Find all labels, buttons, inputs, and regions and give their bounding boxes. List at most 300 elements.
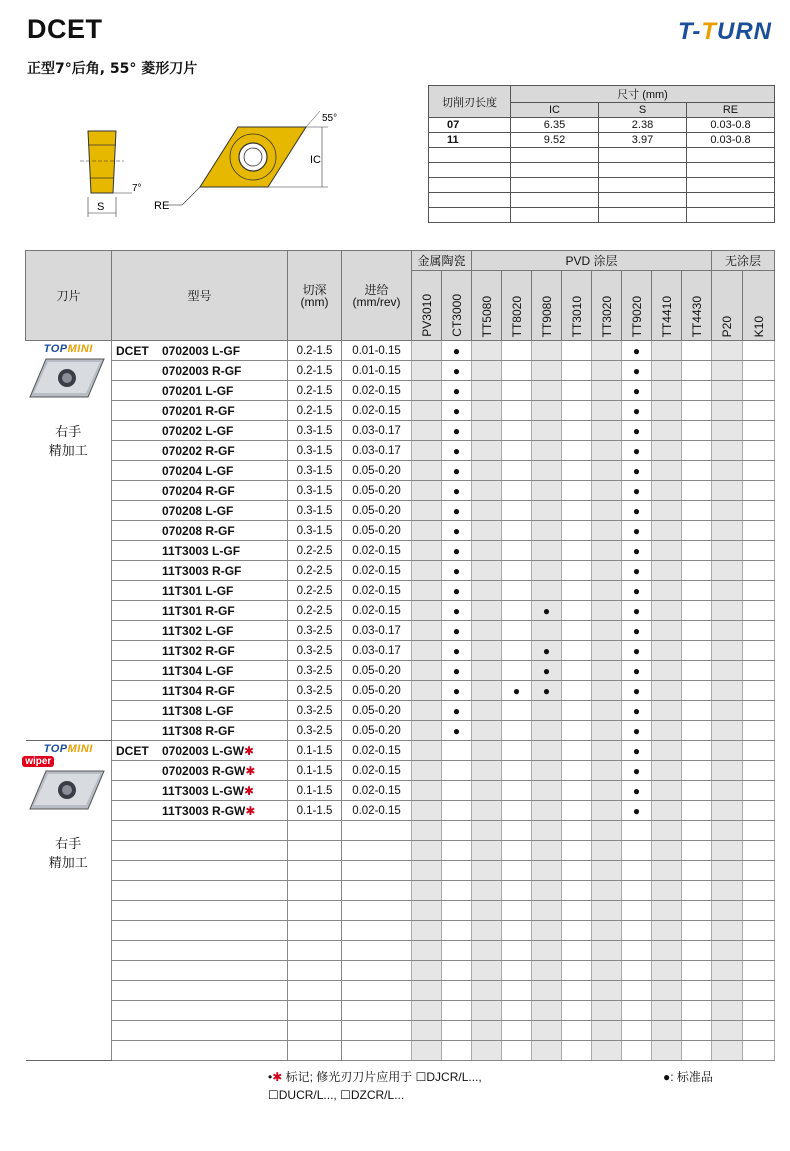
grade-cell: [412, 721, 442, 741]
grade-cell: [502, 401, 532, 421]
grade-cell: [652, 581, 682, 601]
grade-cell: [592, 821, 622, 841]
grade-cell: [652, 341, 682, 361]
grade-cell: [442, 941, 472, 961]
grade-cell: [682, 361, 712, 381]
insert-photo: [28, 767, 108, 813]
depth-cell: [288, 881, 342, 901]
grade-cell: [712, 781, 743, 801]
grade-cell: [562, 661, 592, 681]
dim-empty-cell: [599, 208, 687, 223]
grade-cell: [442, 401, 472, 421]
grade-label: TT9020: [629, 295, 644, 337]
grade-cell: [743, 921, 775, 941]
model-cell: [112, 961, 288, 981]
grade-cell: [502, 561, 532, 581]
grade-cell: [442, 581, 472, 601]
grade-cell: [743, 441, 775, 461]
model-cell: [112, 1041, 288, 1061]
feed-cell: 0.02-0.15: [342, 381, 412, 401]
standard-dot: ●: [632, 503, 641, 518]
grade-cell: [502, 541, 532, 561]
standard-dot: ●: [452, 543, 461, 558]
grade-cell: [412, 921, 442, 941]
grade-cell: [712, 681, 743, 701]
grade-cell: [592, 901, 622, 921]
standard-dot: ●: [632, 623, 641, 638]
depth-cell: [288, 941, 342, 961]
feed-cell: [342, 861, 412, 881]
grade-cell: [502, 461, 532, 481]
depth-cell: 0.3-2.5: [288, 641, 342, 661]
grade-cell: [712, 901, 743, 921]
grade-cell: [442, 361, 472, 381]
grade-cell: [412, 981, 442, 1001]
feed-cell: 0.02-0.15: [342, 401, 412, 421]
grade-cell: [442, 561, 472, 581]
model-cell: [112, 821, 288, 841]
insert-label-line1: 右手: [55, 424, 82, 439]
grade-cell: [682, 1001, 712, 1021]
table-row: [26, 701, 775, 721]
grade-cell: [712, 881, 743, 901]
grade-cell: [622, 801, 652, 821]
grade-cell: [472, 1021, 502, 1041]
model-code: 11T308 L-GF: [162, 703, 234, 718]
grade-cell: [652, 721, 682, 741]
grade-cell: [562, 841, 592, 861]
grade-cell: [652, 641, 682, 661]
grade-cell: [502, 741, 532, 761]
standard-dot: ●: [632, 443, 641, 458]
table-row: [26, 781, 775, 801]
grade-cell: [682, 541, 712, 561]
grade-cell: [412, 961, 442, 981]
standard-dot: ●: [512, 683, 521, 698]
model-cell: [112, 941, 288, 961]
grade-table: [25, 250, 775, 1061]
grade-cell: [412, 581, 442, 601]
grade-label: TT4410: [659, 295, 674, 337]
standard-dot: ●: [452, 723, 461, 738]
grade-cell: [532, 341, 562, 361]
model-cell: [112, 801, 288, 821]
grade-cell: [652, 461, 682, 481]
grade-cell: [743, 781, 775, 801]
grade-cell: [652, 381, 682, 401]
table-row: [26, 901, 775, 921]
table-row: [26, 1001, 775, 1021]
grade-cell: [442, 601, 472, 621]
model-code: 070204 R-GF: [162, 483, 235, 498]
insert-label-line1: 右手: [55, 836, 82, 851]
grade-cell: [472, 861, 502, 881]
grade-cell: [743, 481, 775, 501]
header-model: 型号: [112, 251, 288, 341]
depth-cell: 0.2-2.5: [288, 601, 342, 621]
grade-cell: [682, 481, 712, 501]
model-code: 11T301 R-GF: [162, 603, 235, 618]
grade-cell: [472, 741, 502, 761]
grade-cell: [712, 601, 743, 621]
grade-cell: [743, 341, 775, 361]
feed-cell: 0.02-0.15: [342, 581, 412, 601]
grade-cell: [502, 901, 532, 921]
grade-cell: [652, 901, 682, 921]
model-cell: [112, 921, 288, 941]
model-cell: [112, 881, 288, 901]
header-insert: 刀片: [26, 251, 112, 341]
grade-cell: [622, 441, 652, 461]
header-s: S: [599, 103, 687, 118]
standard-dot: ●: [452, 663, 461, 678]
grade-cell: [652, 361, 682, 381]
feed-cell: 0.03-0.17: [342, 621, 412, 641]
model-code: 11T3003 L-GF: [162, 543, 241, 558]
insert-cell: [26, 741, 112, 1061]
grade-cell: [622, 561, 652, 581]
dim-s: 2.38: [599, 118, 687, 133]
feed-cell: 0.05-0.20: [342, 481, 412, 501]
grade-cell: [472, 621, 502, 641]
model-cell: [112, 741, 288, 761]
grade-cell: [532, 1021, 562, 1041]
star-mark: ✱: [244, 743, 255, 758]
grade-cell: [442, 681, 472, 701]
grade-cell: [412, 621, 442, 641]
depth-cell: 0.3-2.5: [288, 621, 342, 641]
grade-cell: [502, 621, 532, 641]
standard-dot: ●: [452, 463, 461, 478]
grade-cell: [622, 1001, 652, 1021]
grade-cell: [712, 401, 743, 421]
grade-cell: [562, 621, 592, 641]
grade-cell: [532, 441, 562, 461]
label-ic: IC: [310, 154, 321, 166]
table-row: [26, 921, 775, 941]
header-grade: [442, 271, 472, 341]
grade-cell: [743, 401, 775, 421]
grade-cell: [622, 641, 652, 661]
grade-cell: [743, 981, 775, 1001]
grade-cell: [502, 841, 532, 861]
footnote-line2: ☐DUCR/L..., ☐DZCR/L...: [268, 1088, 405, 1102]
table-row: [26, 421, 775, 441]
grade-cell: [532, 841, 562, 861]
grade-cell: [652, 1021, 682, 1041]
grade-cell: [442, 381, 472, 401]
grade-cell: [712, 1001, 743, 1021]
dim-empty-cell: [687, 148, 775, 163]
model-code: 11T3003 R-GF: [162, 563, 242, 578]
model-cell: [112, 561, 288, 581]
grade-cell: [652, 881, 682, 901]
grade-cell: [592, 801, 622, 821]
grade-cell: [502, 1041, 532, 1061]
grade-cell: [562, 581, 592, 601]
grade-cell: [502, 581, 532, 601]
label-angle-55: 55°: [322, 113, 338, 124]
model-cell: [112, 781, 288, 801]
grade-cell: [592, 841, 622, 861]
grade-cell: [682, 701, 712, 721]
grade-cell: [472, 401, 502, 421]
grade-cell: [622, 1041, 652, 1061]
grade-cell: [652, 741, 682, 761]
grade-cell: [592, 581, 622, 601]
grade-cell: [502, 481, 532, 501]
grade-cell: [412, 541, 442, 561]
grade-cell: [502, 641, 532, 661]
header-grade: [532, 271, 562, 341]
header-grade: [712, 271, 743, 341]
grade-cell: [412, 881, 442, 901]
standard-dot: ●: [632, 563, 641, 578]
feed-cell: [342, 1001, 412, 1021]
standard-dot: ●: [632, 383, 641, 398]
grade-cell: [743, 501, 775, 521]
grade-cell: [502, 981, 532, 1001]
grade-cell: [412, 761, 442, 781]
grade-cell: [743, 941, 775, 961]
feed-cell: 0.05-0.20: [342, 721, 412, 741]
grade-cell: [743, 901, 775, 921]
grade-cell: [562, 821, 592, 841]
model-code: 11T3003 L-GW: [162, 783, 245, 798]
standard-dot: ●: [452, 423, 461, 438]
grade-cell: [562, 861, 592, 881]
table-row: [26, 1041, 775, 1061]
grade-cell: [412, 841, 442, 861]
grade-cell: [532, 861, 562, 881]
brand-mark: T: [701, 18, 717, 45]
grade-cell: [532, 361, 562, 381]
standard-dot: ●: [452, 503, 461, 518]
grade-cell: [532, 1001, 562, 1021]
grade-cell: [472, 981, 502, 1001]
grade-cell: [442, 861, 472, 881]
grade-cell: [532, 761, 562, 781]
dim-empty-cell: [511, 148, 599, 163]
model-cell: [112, 401, 288, 421]
grade-cell: [412, 441, 442, 461]
model-cell: [112, 621, 288, 641]
dim-empty-cell: [511, 163, 599, 178]
feed-cell: 0.05-0.20: [342, 501, 412, 521]
feed-cell: [342, 821, 412, 841]
grade-cell: [622, 341, 652, 361]
feed-cell: [342, 1041, 412, 1061]
insert-photo: [28, 355, 108, 401]
feed-cell: 0.02-0.15: [342, 801, 412, 821]
standard-dot: ●: [632, 743, 641, 758]
depth-cell: [288, 1041, 342, 1061]
model-code: 070208 L-GF: [162, 503, 234, 518]
model-code: 0702003 R-GW: [162, 763, 246, 778]
standard-dot: ●: [632, 763, 641, 778]
grade-cell: [652, 981, 682, 1001]
grade-cell: [652, 661, 682, 681]
table-row: [26, 341, 775, 361]
grade-cell: [472, 781, 502, 801]
standard-dot: ●: [452, 623, 461, 638]
depth-cell: [288, 821, 342, 841]
standard-dot: ●: [542, 683, 551, 698]
grade-cell: [652, 921, 682, 941]
grade-cell: [502, 381, 532, 401]
grade-cell: [682, 801, 712, 821]
depth-cell: [288, 1021, 342, 1041]
feed-cell: 0.01-0.15: [342, 341, 412, 361]
standard-dot: ●: [632, 543, 641, 558]
table-row: [26, 401, 775, 421]
feed-cell: 0.02-0.15: [342, 781, 412, 801]
grade-cell: [412, 601, 442, 621]
dimension-table: [428, 85, 775, 223]
grade-cell: [502, 361, 532, 381]
grade-cell: [592, 721, 622, 741]
insert-label-line2: 精加工: [48, 855, 88, 870]
grade-label: CT3000: [449, 294, 464, 337]
grade-cell: [712, 461, 743, 481]
dim-empty-cell: [599, 178, 687, 193]
grade-cell: [442, 661, 472, 681]
insert-label: [26, 422, 112, 460]
model-code: 070201 R-GF: [162, 403, 235, 418]
header-group: 金属陶瓷: [412, 251, 472, 271]
grade-cell: [472, 381, 502, 401]
grade-cell: [442, 801, 472, 821]
table-row: [26, 1021, 775, 1041]
grade-cell: [682, 861, 712, 881]
dim-code: 11: [429, 133, 511, 148]
table-row: [26, 501, 775, 521]
depth-cell: [288, 901, 342, 921]
header-grade: [562, 271, 592, 341]
grade-cell: [592, 341, 622, 361]
grade-cell: [442, 961, 472, 981]
page-subtitle: 正型7°后角, 55° 菱形刀片: [27, 61, 198, 77]
standard-dot: ●: [452, 523, 461, 538]
grade-cell: [712, 621, 743, 641]
grade-cell: [652, 1001, 682, 1021]
header-size: 尺寸 (mm): [511, 86, 775, 103]
depth-cell: 0.3-1.5: [288, 501, 342, 521]
grade-cell: [532, 921, 562, 941]
grade-cell: [532, 541, 562, 561]
grade-cell: [622, 621, 652, 641]
table-row: [26, 661, 775, 681]
grade-cell: [622, 761, 652, 781]
grade-cell: [652, 481, 682, 501]
footnote-line1: 标记; 修光刃刀片应用于 ☐DJCR/L...,: [282, 1070, 482, 1084]
grade-cell: [652, 521, 682, 541]
grade-cell: [472, 501, 502, 521]
topmini-logo: [26, 743, 112, 755]
grade-cell: [592, 781, 622, 801]
table-row: [26, 621, 775, 641]
grade-cell: [592, 761, 622, 781]
model-code: 11T302 L-GF: [162, 623, 234, 638]
feed-cell: 0.02-0.15: [342, 561, 412, 581]
grade-cell: [712, 381, 743, 401]
grade-cell: [442, 501, 472, 521]
depth-cell: [288, 841, 342, 861]
star-mark: ✱: [244, 783, 255, 798]
dim-empty-row: [429, 178, 775, 193]
model-cell: [112, 381, 288, 401]
header-grade: [652, 271, 682, 341]
logo-part-b: MINI: [67, 343, 93, 355]
grade-cell: [682, 961, 712, 981]
dim-empty-cell: [429, 178, 511, 193]
grade-cell: [712, 701, 743, 721]
grade-label: K10: [751, 315, 766, 337]
depth-cell: 0.2-1.5: [288, 341, 342, 361]
standard-dot: ●: [452, 443, 461, 458]
grade-cell: [502, 961, 532, 981]
model-code: 11T3003 R-GW: [162, 803, 246, 818]
grade-cell: [532, 661, 562, 681]
grade-cell: [502, 861, 532, 881]
standard-dot: ●: [632, 603, 641, 618]
grade-cell: [622, 661, 652, 681]
model-cell: [112, 681, 288, 701]
model-prefix: DCET: [116, 743, 149, 758]
grade-cell: [442, 821, 472, 841]
grade-cell: [682, 1021, 712, 1041]
grade-cell: [412, 861, 442, 881]
feed-cell: [342, 921, 412, 941]
grade-cell: [562, 481, 592, 501]
grade-cell: [502, 941, 532, 961]
standard-dot: ●: [632, 363, 641, 378]
grade-cell: [562, 541, 592, 561]
grade-cell: [412, 901, 442, 921]
feed-cell: 0.03-0.17: [342, 441, 412, 461]
grade-cell: [442, 541, 472, 561]
dim-empty-cell: [429, 163, 511, 178]
grade-cell: [743, 541, 775, 561]
grade-cell: [442, 1021, 472, 1041]
grade-cell: [502, 781, 532, 801]
label-s: S: [97, 201, 105, 213]
header-ic: IC: [511, 103, 599, 118]
grade-cell: [712, 841, 743, 861]
standard-dot: ●: [452, 343, 461, 358]
standard-dot: ●: [632, 523, 641, 538]
grade-cell: [743, 861, 775, 881]
grade-cell: [562, 981, 592, 1001]
grade-cell: [532, 641, 562, 661]
insert-cell: [26, 341, 112, 741]
grade-cell: [652, 781, 682, 801]
grade-cell: [592, 881, 622, 901]
grade-cell: [652, 561, 682, 581]
dim-empty-cell: [687, 163, 775, 178]
grade-cell: [472, 1001, 502, 1021]
model-code: 11T308 R-GF: [162, 723, 235, 738]
header-cutting-length: 切削刃长度: [429, 86, 511, 118]
standard-dot: ●: [632, 423, 641, 438]
grade-cell: [743, 801, 775, 821]
table-row: [26, 481, 775, 501]
grade-cell: [682, 641, 712, 661]
grade-cell: [562, 361, 592, 381]
grade-cell: [502, 441, 532, 461]
model-cell: [112, 341, 288, 361]
grade-cell: [622, 521, 652, 541]
